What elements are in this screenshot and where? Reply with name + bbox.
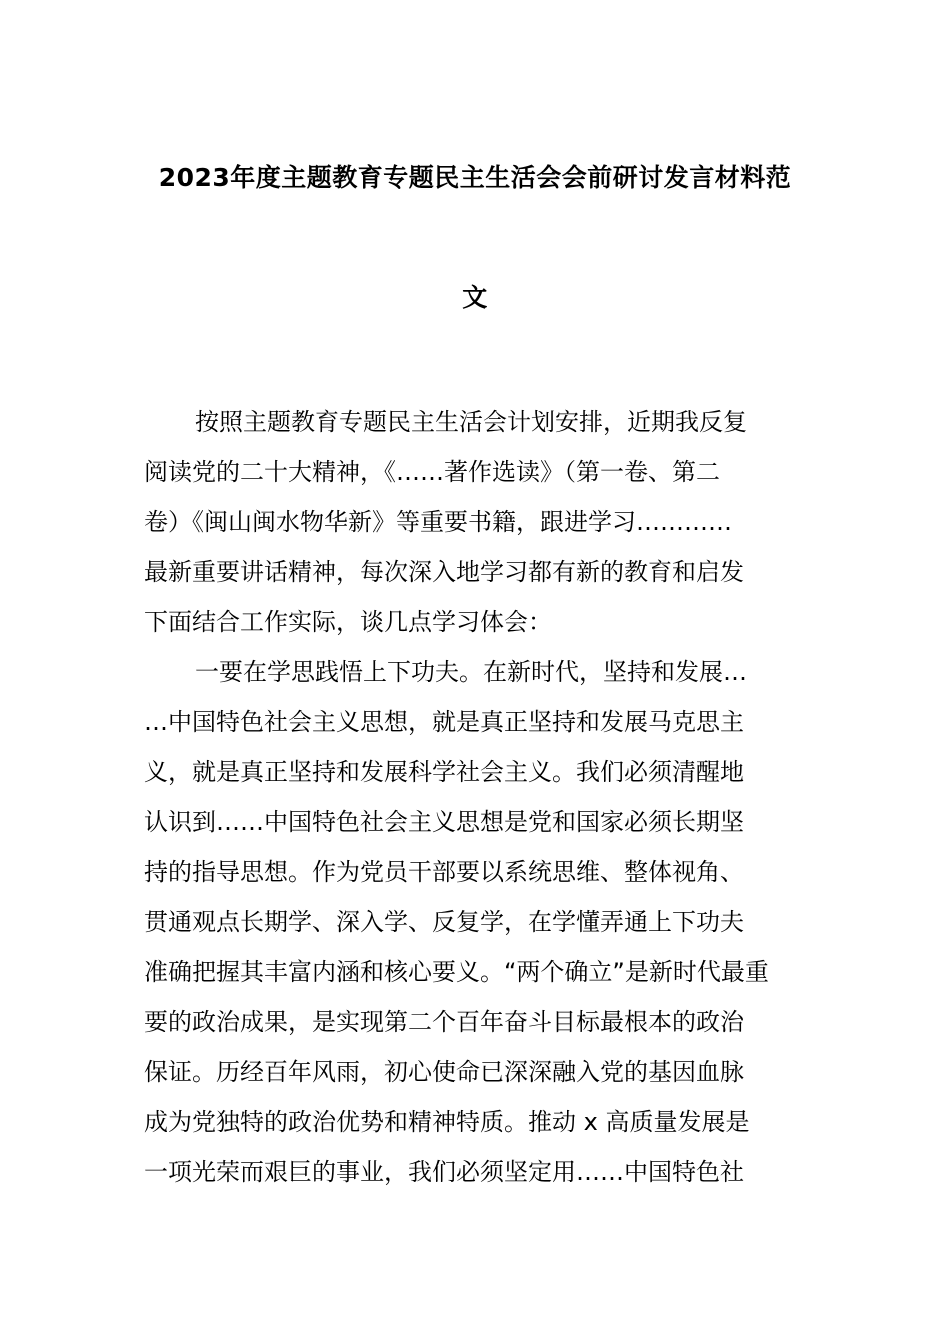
body-line: 准确把握其丰富内涵和核心要义。“两个确立”是新时代最重 <box>144 958 769 986</box>
body-line: 卷）《闽山闽水物华新》等重要书籍，跟进学习………… <box>144 508 732 536</box>
body-line: 保证。历经百年风雨，初心使命已深深融入党的基因血脉 <box>144 1058 744 1086</box>
body-line: 要的政治成果，是实现第二个百年奋斗目标最根本的政治 <box>144 1008 744 1036</box>
document-body <box>144 403 809 1203</box>
body-line: 最新重要讲话精神，每次深入地学习都有新的教育和启发 <box>144 558 744 586</box>
body-line: 认识到……中国特色社会主义思想是党和国家必须长期坚 <box>144 808 744 836</box>
paragraph-1 <box>144 403 809 653</box>
document-title-line-1: 2023年度主题教育专题民主生活会会前研讨发言材料范 <box>158 163 792 192</box>
body-line: 下面结合工作实际，谈几点学习体会： <box>144 608 552 636</box>
body-line: 成为党独特的政治优势和精神特质。推动 x 高质量发展是 <box>144 1108 750 1136</box>
body-line: 按照主题教育专题民主生活会计划安排，近期我反复 <box>195 408 747 436</box>
body-line: 一项光荣而艰巨的事业，我们必须坚定用……中国特色社 <box>144 1158 744 1186</box>
body-line: 义，就是真正坚持和发展科学社会主义。我们必须清醒地 <box>144 758 744 786</box>
body-line: …中国特色社会主义思想，就是真正坚持和发展马克思主 <box>144 708 744 736</box>
body-line: 阅读党的二十大精神，《……著作选读》（第一卷、第二 <box>144 458 720 486</box>
body-line: 一要在学思践悟上下功夫。在新时代，坚持和发展… <box>195 658 747 686</box>
document-title-line-2: 文 <box>462 283 488 312</box>
body-line: 贯通观点长期学、深入学、反复学，在学懂弄通上下功夫 <box>144 908 744 936</box>
body-line: 持的指导思想。作为党员干部要以系统思维、整体视角、 <box>144 858 744 886</box>
paragraph-2 <box>144 653 809 1203</box>
